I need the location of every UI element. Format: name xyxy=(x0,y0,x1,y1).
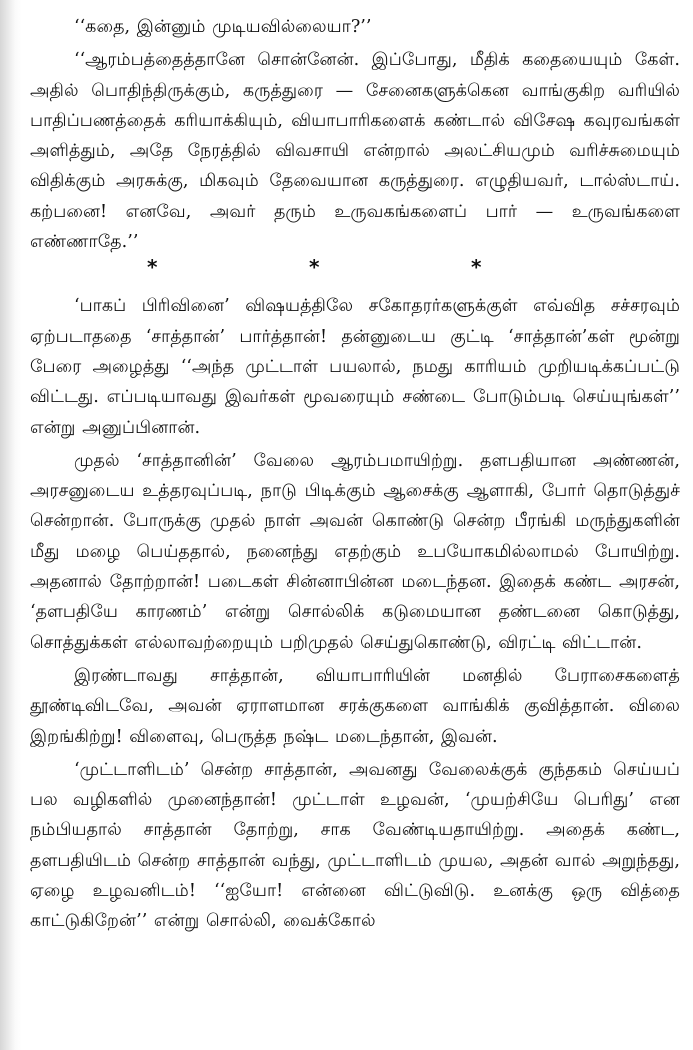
scan-edge-shadow xyxy=(0,0,22,1050)
paragraph-3: ‘பாகப் பிரிவினை’ விஷயத்திலே சகோதரர்களுக்குள் எவ்வித சச்சரவும் ஏற்படாததை ‘சாத்தான்’ பார்த்தான்! தன்னுடைய குட்டி ‘சாத்தான்’கள் மூன்று பேரை அழைத்து ‘‘அந்த முட்டாள் பயலால், நமது காரியம் முறியடிக்கப்பட்டு விட்டது. எப்படியாவது இவர்கள் மூவரையும் சண்டை போடும்படி செய்யுங்கள்’’ என்று அனுப்பினான். xyxy=(30,296,680,438)
paragraph-4: முதல் ‘சாத்தானின்’ வேலை ஆரம்பமாயிற்று. தளபதியான அண்ணன், அரசனுடைய உத்தரவுப்படி, நாடு பிடிக்கும் ஆசைக்கு ஆளாகி, போர் தொடுத்துச் சென்றான். போருக்கு முதல் நாள் அவன் கொண்டு சென்ற பீரங்கி மருந்துகளின் மீது மழை பெய்ததால், நனைந்து எதற்கும் உபயோகமில்லாமல் போயிற்று. அதனால் தோற்றான்! படைகள் சின்னாபின்ன மடைந்தன. இதைக் கண்ட அரசன், ‘தளபதியே காரணம்’ என்று சொல்லிக் கடுமையான தண்டனை கொடுத்து, சொத்துக்கள் எல்லாவற்றையும் பறிமுதல் செய்துகொண்டு, விரட்டி விட்டான். xyxy=(30,450,680,653)
separator-star: * xyxy=(147,255,158,280)
paragraph-5: இரண்டாவது சாத்தான், வியாபாரியின் மனதில் பேராசைகளைத் தூண்டிவிடவே, அவன் ஏராளமான சரக்குகளை வாங்கிக் குவித்தான். விலை இறங்கிற்று! விளைவு, பெருத்த நஷ்ட மடைந்தான், இவன். xyxy=(30,665,680,747)
separator-star: * xyxy=(471,255,482,280)
paragraph-2: ‘‘ஆரம்பத்தைத்தானே சொன்னேன். இப்போது, மீதிக் கதையையும் கேள். அதில் பொதிந்திருக்கும், கருத்துரை — சேனைகளுக்கென வாங்குகிற வரியில் பாதிப்பணத்தைக் கரியாக்கியும், வியாபாரிகளைக் கண்டால் விசேஷ கவுரவங்கள் அளித்தும், அதே நேரத்தில் விவசாயி என்றால் அலட்சியமும் வரிச்சுமையும் விதிக்கும் அரசுக்கு, மிகவும் தேவையான கருத்துரை. எழுதியவர், டால்ஸ்டாய். கற்பனை! எனவே, அவர் தரும் உருவகங்களைப் பார் — உருவங்களை எண்ணாதே.’’ xyxy=(30,50,680,253)
paragraph-6: ‘முட்டாளிடம்’ சென்ற சாத்தான், அவனது வேலைக்குக் குந்தகம் செய்யப் பல வழிகளில் முனைந்தான்! முட்டாள் உழவன், ‘முயற்சியே பெரிது’ என நம்பியதால் சாத்தான் தோற்று, சாக வேண்டியதாயிற்று. அதைக் கண்ட, தளபதியிடம் சென்ற சாத்தான் வந்து, முட்டாளிடம் முயல, அதன் வால் அறுந்தது, ஏழை உழவனிடம்! ‘‘ஐயோ! என்னை விட்டுவிடு. உனக்கு ஒரு வித்தை காட்டுகிறேன்’’ என்று சொல்லி, வைக்கோல் xyxy=(30,759,680,932)
separator-star: * xyxy=(309,255,320,280)
paragraph-1: ‘‘கதை, இன்னும் முடியவில்லையா?’’ xyxy=(74,17,372,37)
section-separator xyxy=(30,253,680,281)
book-page xyxy=(30,12,680,1042)
